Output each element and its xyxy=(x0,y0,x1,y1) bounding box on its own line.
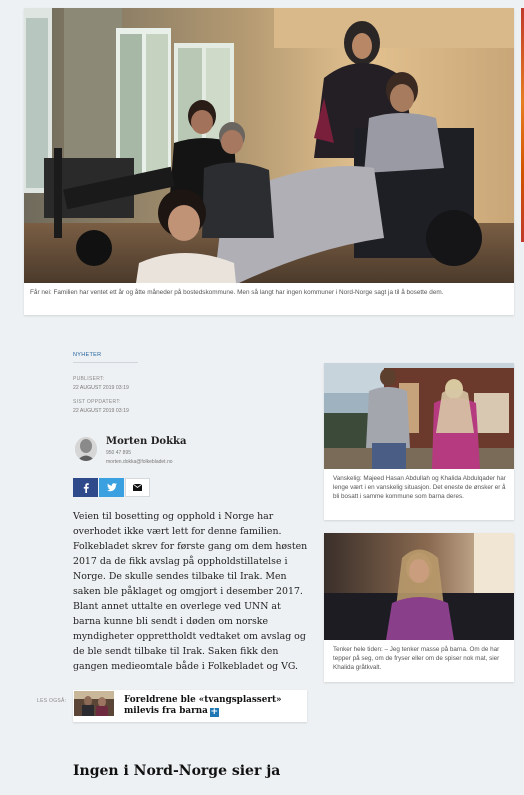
author-avatar xyxy=(75,437,97,461)
category-divider xyxy=(73,362,138,363)
updated-label: SIST OPPDATERT: xyxy=(73,399,121,405)
article-body: Veien til bosetting og opphold i Norge har overhodet ikke vært lett for denne familien. Folkebladet skrev for første gang om dem høsten 2017 da de fikk avslag på oppholdstillatelse i Norge. De skulle sendes tilbake til Irak. Men saken ble påklaget og omgjort i desember 2017. Blant annet uttalte en overlege ved UNN at barna kunne bli sendt i døden om norske myndigheter opprettholdt vedtaket om avslag og de ble sendt tilbake til Irak. Saken fikk den gangen medieomtale både i Folkebladet og VG. xyxy=(73,511,308,672)
author-name[interactable]: Morten Dokka xyxy=(106,436,187,447)
hero-figure xyxy=(24,8,514,315)
mail-icon xyxy=(133,484,142,491)
section-heading: Ingen i Nord-Norge sier ja xyxy=(73,763,281,779)
side-caption-2: Tenker hele tiden: – Jeg tenker masse på barna. Om de har tepper på seg, om de fryser eller om de spiser nok mat, sier Khalida gråtkvalt. xyxy=(333,646,500,672)
read-also-title[interactable]: Foreldrene ble «tvangsplassert» milevis fra barna + xyxy=(124,695,282,717)
updated-date: 22 AUGUST 2019 03:19 xyxy=(73,408,129,414)
twitter-icon xyxy=(107,483,117,492)
published-date: 22 AUGUST 2019 03:19 xyxy=(73,385,129,391)
hero-caption: Får nei: Familien har ventet ett år og åtte måneder på bostedskommune. Men så langt har ingen kommuner i Nord-Norge sagt ja til å bosette dem. xyxy=(30,289,444,296)
share-twitter-button[interactable] xyxy=(99,478,124,497)
plus-icon: + xyxy=(210,707,219,717)
category-label[interactable]: NYHETER xyxy=(73,352,102,358)
read-also-thumbnail xyxy=(74,691,114,716)
side-photo-1 xyxy=(324,363,514,469)
published-label: PUBLISERT: xyxy=(73,376,105,382)
share-facebook-button[interactable] xyxy=(73,478,98,497)
read-also-card[interactable] xyxy=(73,690,307,722)
hero-photo xyxy=(24,8,514,283)
side-caption-1: Vanskelig: Majeed Hasan Abdullah og Khalida Abdulqader har lenge vært i en vanskelig situasjon. Det eneste de ønsker er å bli bosatt i samme kommune som barna deres. xyxy=(333,475,506,501)
read-also-label: LES OGSÅ: xyxy=(37,698,67,704)
side-photo-2 xyxy=(324,533,514,640)
facebook-icon xyxy=(82,483,90,493)
author-phone[interactable]: 950 47 895 xyxy=(106,450,132,456)
author-email[interactable]: morten.dokka@folkebladet.no xyxy=(106,459,173,465)
share-email-button[interactable] xyxy=(125,478,150,497)
side-figure-1 xyxy=(324,363,514,520)
side-figure-2 xyxy=(324,533,514,682)
